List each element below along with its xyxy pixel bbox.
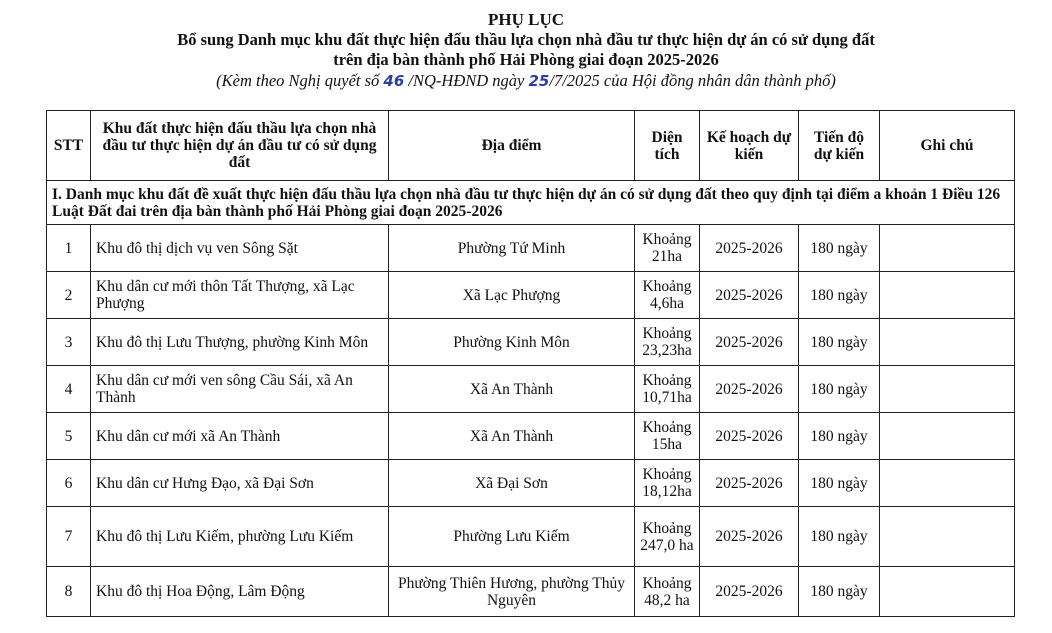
cell-name: Khu đô thị Hoa Động, Lâm Động	[91, 567, 389, 617]
cell-stt: 1	[47, 225, 91, 272]
cell-location: Xã Đại Sơn	[389, 460, 635, 507]
cell-area: Khoảng 48,2 ha	[635, 567, 700, 617]
cell-plan: 2025-2026	[700, 366, 799, 413]
cell-progress: 180 ngày	[799, 225, 880, 272]
cell-name: Khu đô thị Lưu Kiếm, phường Lưu Kiếm	[91, 507, 389, 567]
cell-name: Khu dân cư mới thôn Tất Thượng, xã Lạc Phượng	[91, 272, 389, 319]
table-row	[47, 366, 1015, 413]
cell-location: Phường Tứ Minh	[389, 225, 635, 272]
header-plan: Kế hoạch dự kiến	[700, 111, 799, 181]
table-row	[47, 225, 1015, 272]
cell-stt: 3	[47, 319, 91, 366]
table-header-row	[47, 111, 1015, 181]
cell-plan: 2025-2026	[700, 225, 799, 272]
appendix-subtitle	[0, 70, 1052, 92]
resolution-number: 46	[383, 72, 405, 90]
cell-area: Khoảng 15ha	[635, 413, 700, 460]
table-row	[47, 272, 1015, 319]
header-note: Ghi chú	[880, 111, 1015, 181]
header-land: Khu đất thực hiện đấu thầu lựa chọn nhà đầu tư thực hiện dự án đầu tư có sử dụng đất	[91, 111, 389, 181]
land-list-table	[46, 110, 1015, 617]
cell-area: Khoảng 21ha	[635, 225, 700, 272]
appendix-heading-line-1: Bổ sung Danh mục khu đất thực hiện đấu thầu lựa chọn nhà đầu tư thực hiện dự án có sử dụng đất	[177, 30, 875, 49]
header-area: Diện tích	[635, 111, 700, 181]
cell-name: Khu dân cư Hưng Đạo, xã Đại Sơn	[91, 460, 389, 507]
cell-area: Khoảng 23,23ha	[635, 319, 700, 366]
subtitle-mid: /NQ-HĐND ngày	[404, 71, 529, 90]
cell-progress: 180 ngày	[799, 319, 880, 366]
cell-location: Xã An Thành	[389, 413, 635, 460]
cell-location: Phường Lưu Kiếm	[389, 507, 635, 567]
header-location: Địa điểm	[389, 111, 635, 181]
table-row	[47, 319, 1015, 366]
table-row	[47, 460, 1015, 507]
table-row	[47, 507, 1015, 567]
section-row	[47, 181, 1015, 225]
appendix-heading-line-2: trên địa bàn thành phố Hải Phòng giai đoạn 2025-2026	[333, 50, 719, 69]
cell-stt: 8	[47, 567, 91, 617]
cell-stt: 6	[47, 460, 91, 507]
header-progress: Tiến độ dự kiến	[799, 111, 880, 181]
cell-note	[880, 272, 1015, 319]
subtitle-prefix: (Kèm theo Nghị quyết số	[216, 71, 384, 90]
cell-note	[880, 319, 1015, 366]
cell-plan: 2025-2026	[700, 507, 799, 567]
cell-progress: 180 ngày	[799, 413, 880, 460]
cell-stt: 2	[47, 272, 91, 319]
cell-name: Khu đô thị Lưu Thượng, phường Kinh Môn	[91, 319, 389, 366]
appendix-title: PHỤ LỤC	[487, 10, 565, 29]
cell-area: Khoảng 4,6ha	[635, 272, 700, 319]
cell-progress: 180 ngày	[799, 460, 880, 507]
subtitle-suffix: /7/2025 của Hội đồng nhân dân thành phố)	[549, 71, 836, 90]
cell-note	[880, 507, 1015, 567]
header-stt: STT	[47, 111, 91, 181]
cell-location: Phường Thiên Hương, phường Thủy Nguyên	[389, 567, 635, 617]
cell-plan: 2025-2026	[700, 319, 799, 366]
document-header	[0, 10, 1052, 92]
cell-location: Xã An Thành	[389, 366, 635, 413]
resolution-day: 25	[528, 72, 550, 90]
cell-stt: 7	[47, 507, 91, 567]
cell-plan: 2025-2026	[700, 272, 799, 319]
cell-progress: 180 ngày	[799, 272, 880, 319]
cell-note	[880, 460, 1015, 507]
cell-stt: 4	[47, 366, 91, 413]
cell-name: Khu đô thị dịch vụ ven Sông Sặt	[91, 225, 389, 272]
cell-progress: 180 ngày	[799, 567, 880, 617]
cell-location: Xã Lạc Phượng	[389, 272, 635, 319]
table-row	[47, 567, 1015, 617]
cell-note	[880, 225, 1015, 272]
cell-name: Khu dân cư mới ven sông Cầu Sái, xã An Thành	[91, 366, 389, 413]
section-title: I. Danh mục khu đất đề xuất thực hiện đấu thầu lựa chọn nhà đầu tư thực hiện dự án có sử dụng đất theo quy định tại điểm a khoản 1 Điều 126 Luật Đất đai trên địa bàn thành phố Hải Phòng giai đoạn 2025-2026	[47, 181, 1015, 225]
table-row	[47, 413, 1015, 460]
cell-note	[880, 413, 1015, 460]
cell-stt: 5	[47, 413, 91, 460]
cell-area: Khoảng 18,12ha	[635, 460, 700, 507]
cell-plan: 2025-2026	[700, 567, 799, 617]
cell-plan: 2025-2026	[700, 460, 799, 507]
cell-name: Khu dân cư mới xã An Thành	[91, 413, 389, 460]
cell-progress: 180 ngày	[799, 507, 880, 567]
cell-note	[880, 567, 1015, 617]
cell-area: Khoảng 247,0 ha	[635, 507, 700, 567]
cell-progress: 180 ngày	[799, 366, 880, 413]
cell-plan: 2025-2026	[700, 413, 799, 460]
cell-area: Khoảng 10,71ha	[635, 366, 700, 413]
cell-note	[880, 366, 1015, 413]
cell-location: Phường Kinh Môn	[389, 319, 635, 366]
